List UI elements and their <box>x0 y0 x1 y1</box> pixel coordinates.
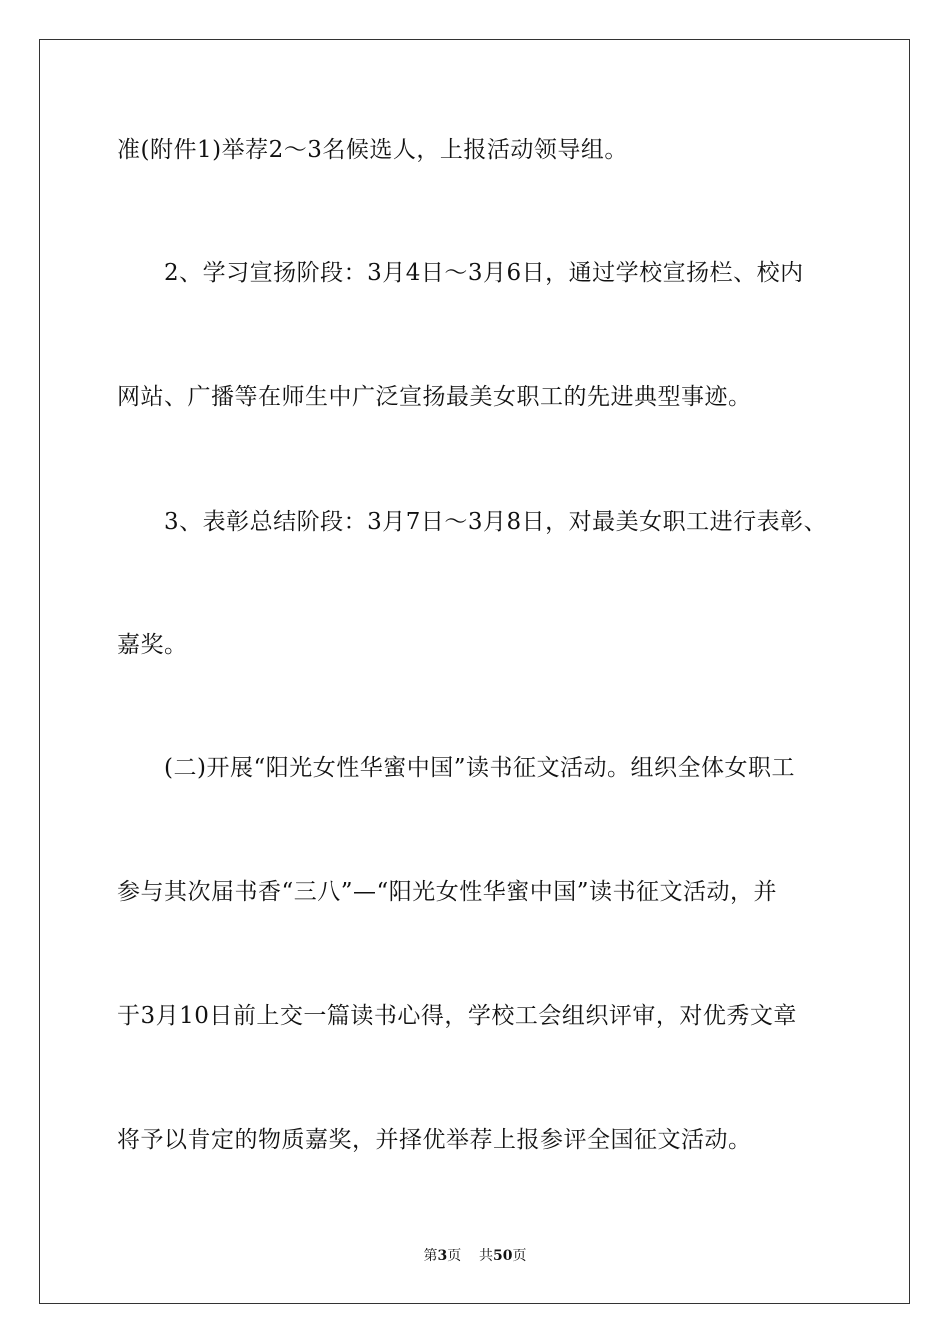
page-footer <box>0 1246 950 1266</box>
body-line-7: 参与其次届书香“三八”—“阳光女性华蜜中国”读书征文活动，并 <box>117 879 778 905</box>
body-line-8: 于3月10日前上交一篇读书心得，学校工会组织评审，对优秀文章 <box>117 1003 797 1029</box>
total-pages: 50 <box>493 1248 513 1264</box>
body-line-3: 网站、广播等在师生中广泛宣扬最美女职工的先进典型事迹。 <box>117 384 752 410</box>
body-line-9: 将予以肯定的物质嘉奖，并择优举荐上报参评全国征文活动。 <box>117 1127 752 1153</box>
page-number: 3 <box>437 1248 448 1264</box>
total-suffix: 页 <box>512 1248 527 1264</box>
body-line-2: 2、学习宣扬阶段：3月4日～3月6日，通过学校宣扬栏、校内 <box>117 260 804 286</box>
body-line-5: 嘉奖。 <box>117 632 188 658</box>
total-prefix: 共 <box>479 1248 494 1264</box>
page-suffix: 页 <box>447 1248 462 1264</box>
body-line-4: 3、表彰总结阶段：3月7日～3月8日，对最美女职工进行表彰、 <box>117 509 828 535</box>
body-line-1: 准(附件1)举荐2～3名候选人，上报活动领导组。 <box>117 137 628 163</box>
page-prefix: 第 <box>423 1248 438 1264</box>
page-border <box>39 39 910 1304</box>
body-line-6: (二)开展“阳光女性华蜜中国”读书征文活动。组织全体女职工 <box>117 755 795 781</box>
